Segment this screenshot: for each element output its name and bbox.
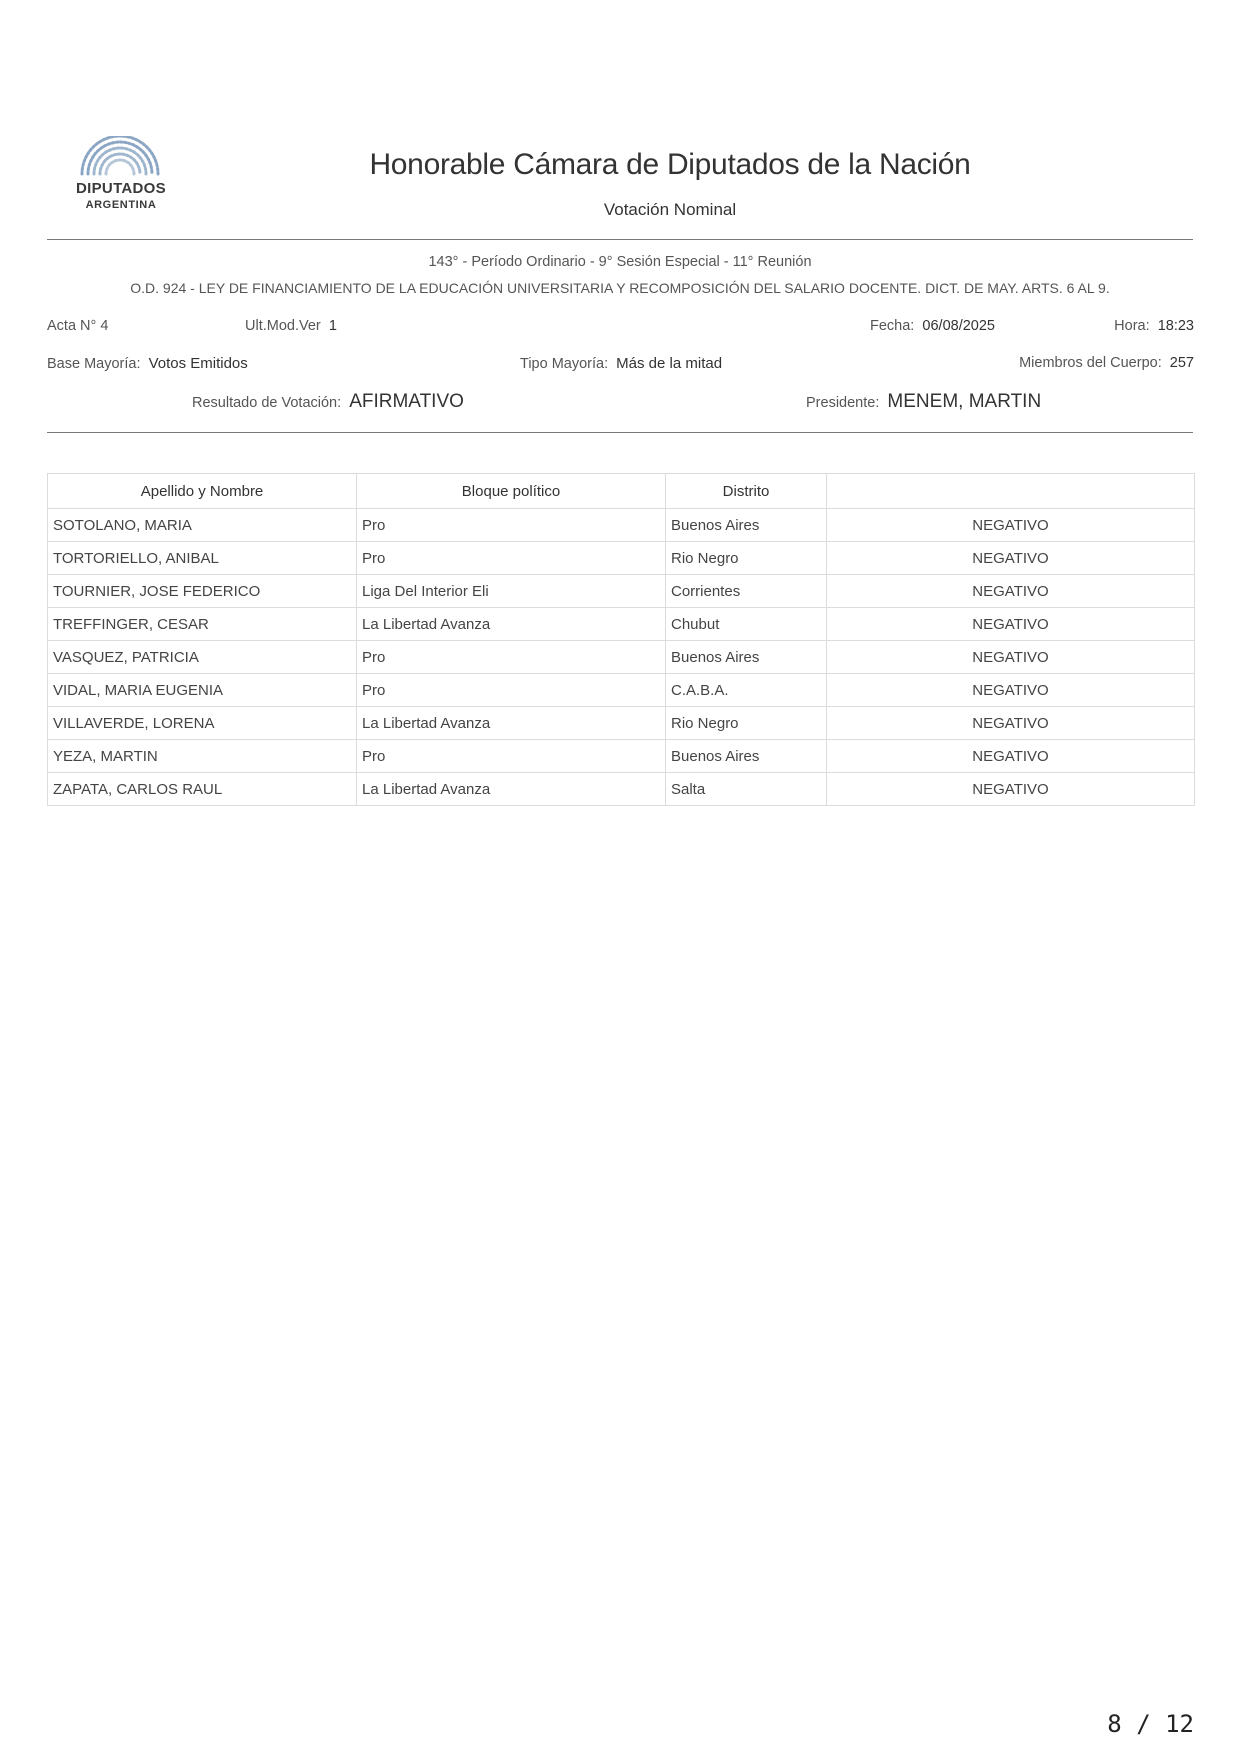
cell-name: VILLAVERDE, LORENA: [48, 707, 357, 740]
cell-distrito: Rio Negro: [666, 542, 827, 575]
table-row: [48, 575, 1195, 608]
cell-voto: NEGATIVO: [827, 542, 1195, 575]
miembros-label: Miembros del Cuerpo:: [1019, 355, 1162, 371]
page-subtitle: Votación Nominal: [603, 200, 737, 219]
table-row: [48, 740, 1195, 773]
miembros-field: [1019, 355, 1194, 371]
cell-bloque: Pro: [357, 740, 666, 773]
acta-number: [47, 318, 108, 334]
table-row: [48, 773, 1195, 806]
cell-distrito: Buenos Aires: [666, 641, 827, 674]
acta-label: Acta N° 4: [47, 318, 109, 334]
cell-bloque: Pro: [357, 542, 666, 575]
base-mayoria-value: Votos Emitidos: [148, 355, 248, 372]
diputados-logo: [66, 136, 186, 216]
header-bloque-politico: Bloque político: [357, 474, 666, 509]
meta-divider: [47, 432, 1193, 433]
cell-bloque: Pro: [357, 641, 666, 674]
cell-bloque: Pro: [357, 674, 666, 707]
miembros-value: 257: [1169, 355, 1194, 371]
cell-name: TORTORIELLO, ANIBAL: [48, 542, 357, 575]
page-title: Honorable Cámara de Diputados de la Nación: [369, 148, 971, 181]
cell-distrito: Salta: [666, 773, 827, 806]
hora-value: 18:23: [1157, 318, 1194, 334]
cell-distrito: Rio Negro: [666, 707, 827, 740]
tipo-mayoria-field: [520, 355, 722, 372]
cell-name: ZAPATA, CARLOS RAUL: [48, 773, 357, 806]
resultado-field: [192, 391, 464, 413]
cell-voto: NEGATIVO: [827, 608, 1195, 641]
cell-name: VIDAL, MARIA EUGENIA: [48, 674, 357, 707]
session-period: 143° - Período Ordinario - 9° Sesión Especial - 11° Reunión: [428, 254, 812, 270]
presidente-value: MENEM, MARTIN: [887, 391, 1042, 412]
header-voto: [827, 474, 1195, 509]
cell-voto: NEGATIVO: [827, 575, 1195, 608]
hora-label: Hora:: [1114, 318, 1150, 334]
cell-voto: NEGATIVO: [827, 707, 1195, 740]
page-number: 8 / 12: [1107, 1710, 1194, 1738]
order-description: O.D. 924 - LEY DE FINANCIAMIENTO DE LA EDUCACIÓN UNIVERSITARIA Y RECOMPOSICIÓN DEL SALARIO DOCENTE. DICT. DE MAY. ARTS. 6 AL 9.: [130, 280, 1110, 296]
cell-voto: NEGATIVO: [827, 740, 1195, 773]
fecha-field: [870, 318, 995, 334]
chamber-hemicycle-icon: [78, 136, 162, 176]
cell-bloque: La Libertad Avanza: [357, 707, 666, 740]
logo-country: ARGENTINA: [85, 199, 157, 211]
presidente-field: [806, 391, 1041, 413]
votes-table: [47, 473, 1195, 806]
resultado-value: AFIRMATIVO: [349, 391, 464, 412]
ult-mod-value: 1: [328, 318, 337, 334]
cell-voto: NEGATIVO: [827, 674, 1195, 707]
cell-name: VASQUEZ, PATRICIA: [48, 641, 357, 674]
table-header-row: [48, 474, 1195, 509]
cell-name: TOURNIER, JOSE FEDERICO: [48, 575, 357, 608]
cell-distrito: Buenos Aires: [666, 509, 827, 542]
cell-bloque: Pro: [357, 509, 666, 542]
cell-voto: NEGATIVO: [827, 509, 1195, 542]
table-row: [48, 608, 1195, 641]
logo-name: DIPUTADOS: [76, 180, 166, 197]
header-apellido-nombre: Apellido y Nombre: [48, 474, 357, 509]
hora-field: [1114, 318, 1194, 334]
cell-distrito: Chubut: [666, 608, 827, 641]
ult-mod-label: Ult.Mod.Ver: [245, 318, 321, 334]
table-row: [48, 674, 1195, 707]
base-mayoria-field: [47, 355, 248, 372]
cell-voto: NEGATIVO: [827, 773, 1195, 806]
table-row: [48, 641, 1195, 674]
cell-voto: NEGATIVO: [827, 641, 1195, 674]
presidente-label: Presidente:: [806, 395, 880, 411]
cell-name: TREFFINGER, CESAR: [48, 608, 357, 641]
table-row: [48, 707, 1195, 740]
cell-distrito: Buenos Aires: [666, 740, 827, 773]
fecha-value: 06/08/2025: [922, 318, 995, 334]
cell-name: SOTOLANO, MARIA: [48, 509, 357, 542]
cell-name: YEZA, MARTIN: [48, 740, 357, 773]
cell-distrito: Corrientes: [666, 575, 827, 608]
cell-bloque: La Libertad Avanza: [357, 773, 666, 806]
resultado-label: Resultado de Votación:: [192, 395, 342, 411]
header-divider: [47, 239, 1193, 240]
fecha-label: Fecha:: [870, 318, 915, 334]
cell-bloque: Liga Del Interior Eli: [357, 575, 666, 608]
table-row: [48, 542, 1195, 575]
header-distrito: Distrito: [666, 474, 827, 509]
tipo-mayoria-label: Tipo Mayoría:: [520, 356, 609, 372]
base-mayoria-label: Base Mayoría:: [47, 356, 141, 372]
cell-bloque: La Libertad Avanza: [357, 608, 666, 641]
ult-mod-field: [245, 318, 337, 334]
tipo-mayoria-value: Más de la mitad: [616, 355, 723, 372]
table-row: [48, 509, 1195, 542]
cell-distrito: C.A.B.A.: [666, 674, 827, 707]
